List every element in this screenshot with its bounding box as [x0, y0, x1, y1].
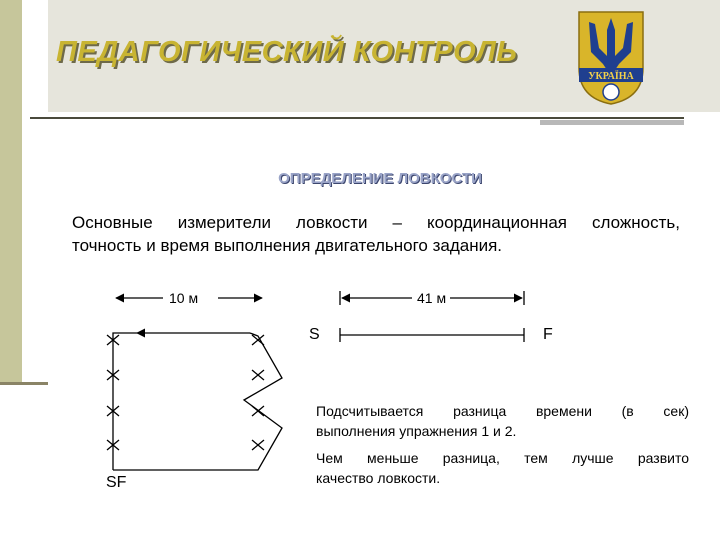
start-finish-label: SF — [106, 474, 127, 491]
definition-line-1: Основные измерители ловкости – координационная сложность, — [72, 213, 680, 232]
slide-title: ПЕДАГОГИЧЕСКИЙ КОНТРОЛЬ — [56, 36, 518, 68]
cone-marker — [252, 406, 264, 416]
section-subtitle: ОПРЕДЕЛЕНИЕ ЛОВКОСТИ — [278, 170, 482, 187]
definition-line-2: точность и время выполнения двигательного задания. — [72, 236, 503, 255]
distance-label-10m: 10 м — [169, 290, 199, 306]
finish-label: F — [543, 326, 553, 343]
note-1-line-2: выполнения упражнения 1 и 2. — [316, 423, 517, 439]
course-zigzag — [113, 333, 282, 470]
cone-marker — [252, 370, 264, 380]
cone-marker — [252, 440, 264, 450]
note-agility-quality — [316, 448, 689, 488]
note-time-difference — [316, 401, 689, 441]
distance-label-41m: 41 м — [417, 290, 447, 306]
note-1-line-1: Подсчитывается разница времени (в сек) — [316, 403, 689, 419]
course-path — [113, 333, 137, 470]
note-2-line-2: качество ловкости. — [316, 470, 441, 486]
cone-markers — [107, 335, 264, 450]
start-label: S — [309, 326, 320, 343]
logo-text: УКРАЇНА — [588, 71, 634, 82]
note-2-line-1: Чем меньше разница, тем лучше развито — [316, 450, 689, 466]
